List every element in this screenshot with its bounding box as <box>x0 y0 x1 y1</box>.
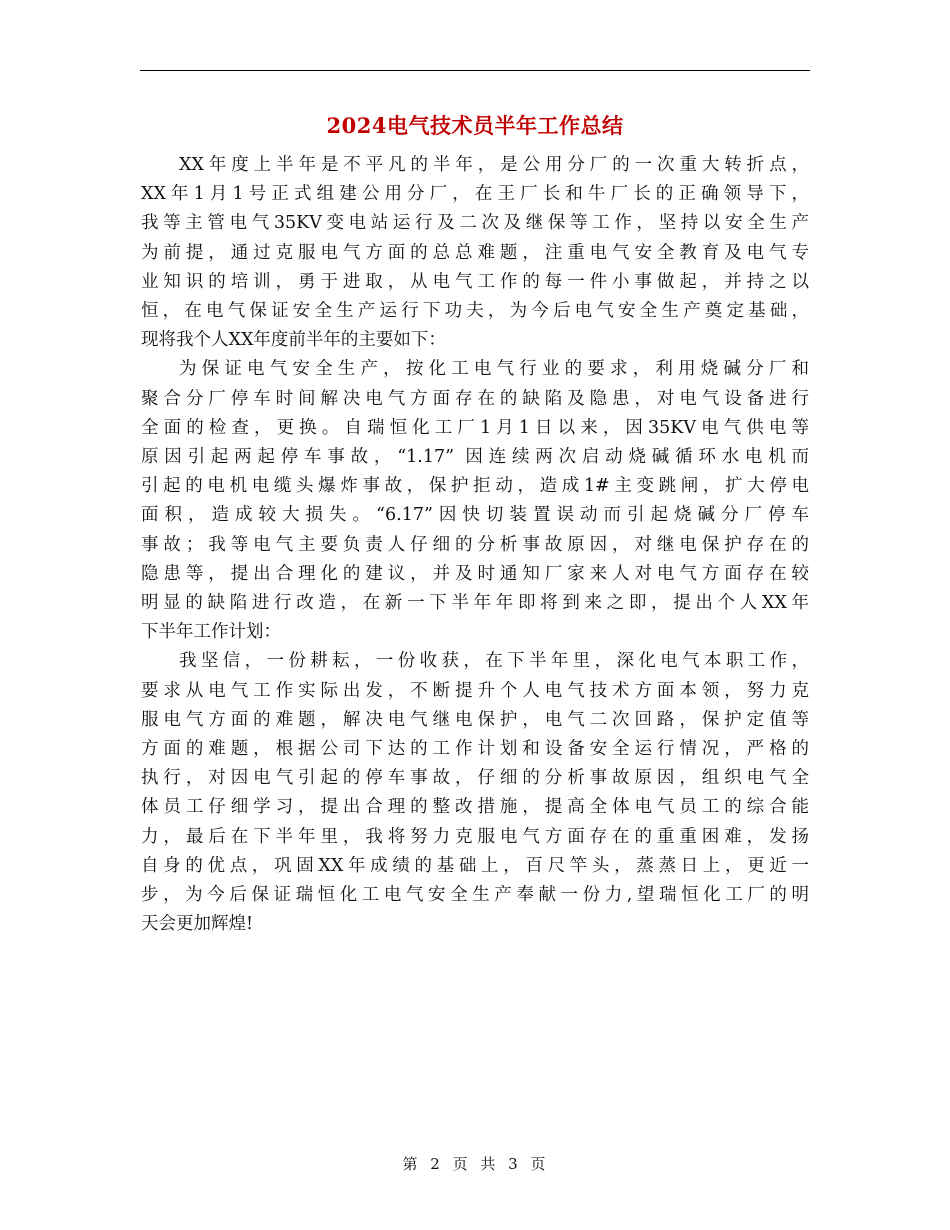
text-line: 恒，在电气保证安全生产运行下功夫，为今后电气安全生产奠定基础， <box>141 301 809 322</box>
text-line: 为前提，通过克服电气方面的总总难题，注重电气安全教育及电气专 <box>141 242 809 263</box>
text-line: 全面的检查，更换。自瑞恒化工厂1月1日以来，因35KV电气供电等 <box>141 417 809 438</box>
text-line: 我等主管电气35KV变电站运行及二次及继保等工作，坚持以安全生产 <box>141 213 809 234</box>
text-line: 为保证电气安全生产，按化工电气行业的要求，利用烧碱分厂和 <box>179 359 809 380</box>
text-line: 原因引起两起停车事故，“1.17” 因连续两次启动烧碱循环水电机而 <box>141 447 809 468</box>
text-line: 体员工仔细学习，提出合理的整改措施，提高全体电气员工的综合能 <box>141 797 809 818</box>
text-line: 力，最后在下半年里，我将努力克服电气方面存在的重重困难，发扬 <box>141 826 809 847</box>
text-line: 执行，对因电气引起的停车事故，仔细的分析事故原因，组织电气全 <box>141 768 809 789</box>
text-line: 自身的优点，巩固XX年成绩的基础上，百尺竿头，蒸蒸日上，更近一 <box>141 855 809 876</box>
paragraph-1 <box>141 151 809 355</box>
text-line: 事故；我等电气主要负责人仔细的分析事故原因，对继电保护存在的 <box>141 534 809 555</box>
text-line: 面积，造成较大损失。“6.17”因快切装置误动而引起烧碱分厂停车 <box>141 505 809 526</box>
paragraph-3 <box>141 647 809 939</box>
document-title: 2024电气技术员半年工作总结 <box>326 113 624 138</box>
text-line: 明显的缺陷进行改造，在新一下半年年即将到来之即，提出个人XX年 <box>141 593 809 614</box>
document-body <box>141 151 809 939</box>
text-line: 引起的电机电缆头爆炸事故，保护拒动，造成1#主变跳闸，扩大停电 <box>141 476 809 497</box>
text-line: XX年度上半年是不平凡的半年，是公用分厂的一次重大转折点， <box>179 155 809 175</box>
paragraph-2 <box>141 355 809 647</box>
text-line: 业知识的培训，勇于进取，从电气工作的每一件小事做起，并持之以 <box>141 271 809 292</box>
text-line: 现将我个人XX年度前半年的主要如下： <box>141 330 446 351</box>
text-line: 步，为今后保证瑞恒化工电气安全生产奉献一份力,望瑞恒化工厂的明 <box>141 885 809 906</box>
text-line: 要求从电气工作实际出发，不断提升个人电气技术方面本领，努力克 <box>141 680 809 701</box>
page-number: 第 2 页 共 3 页 <box>402 1155 548 1173</box>
text-line: 我坚信，一份耕耘，一份收获，在下半年里，深化电气本职工作， <box>179 651 809 672</box>
text-line: 服电气方面的难题，解决电气继电保护，电气二次回路，保护定值等 <box>141 709 809 730</box>
text-line: 天会更加辉煌! <box>141 914 254 935</box>
header-rule <box>140 70 810 71</box>
text-line: XX年1月1号正式组建公用分厂，在王厂长和牛厂长的正确领导下， <box>141 184 809 205</box>
text-line: 下半年工作计划： <box>141 622 281 643</box>
text-line: 聚合分厂停车时间解决电气方面存在的缺陷及隐患，对电气设备进行 <box>141 388 809 409</box>
text-line: 方面的难题，根据公司下达的工作计划和设备安全运行情况，严格的 <box>141 739 809 760</box>
text-line: 隐患等，提出合理化的建议，并及时通知厂家来人对电气方面存在较 <box>141 563 809 584</box>
